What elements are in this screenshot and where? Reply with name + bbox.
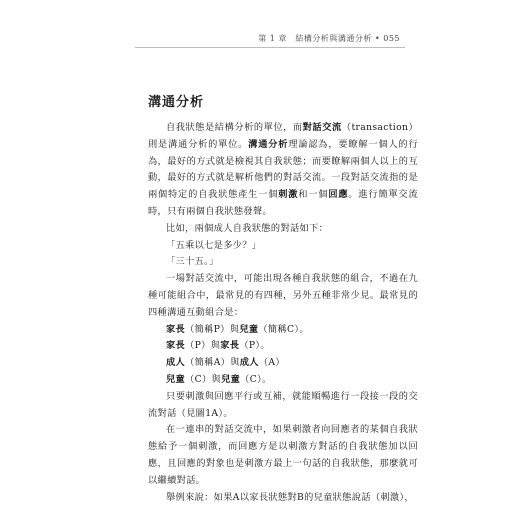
paragraph-example: 舉例來說：如果A以家長狀態對B的兒童狀態說話（刺激），: [166, 491, 414, 503]
paragraph-sequence: 在一連串的對話交流中，如果刺激者向回應者的某個自我狀態給予一個刺激，而回應方是以刺激方對話的自我狀態加以回應，且回應的對象也是刺激方最上一句話的自我狀態，那麼就可以繼續對話。: [148, 424, 418, 486]
paragraph-combinations: 一場對話交流中，可能出現各種自我狀態的組合，不過在九種可能組合中，最常見的有四種，另外五種非常少見。最常見的四種溝通互動組合是：: [148, 273, 418, 318]
text-run: 理論認為，要瞭解一個人的行為，最好的方式就是檢視其自我狀態；而要瞭解兩個人以上的互動，最好的方式就是解析他們的對話交流。一段對話交流指的是兩個特定的自我狀態產生一個: [148, 138, 418, 201]
term-stimulus: 刺激: [278, 189, 299, 201]
state-term: 兒童: [239, 323, 259, 335]
term-response: 回應: [328, 189, 349, 201]
state-term: 家長: [166, 340, 186, 352]
text-run: （簡稱P）與: [185, 323, 240, 335]
paragraph-example-intro: 比如，兩個成人自我狀態的對話如下：: [166, 222, 329, 234]
text-run: （C）與: [185, 373, 222, 385]
text-run: （簡稱C）。: [258, 323, 309, 335]
page-body: [148, 91, 418, 506]
text-run: 。進行簡單交流時，只有兩個自我狀態發聲。: [148, 189, 419, 217]
pair-adult-adult: [166, 355, 418, 372]
section-title: 溝通分析: [148, 95, 205, 110]
pair-parent-parent: [166, 338, 418, 355]
dialogue-line-answer: 「三十五。」: [166, 256, 219, 268]
header-divider: [135, 47, 405, 48]
text-run: （簡稱A）與: [185, 357, 240, 369]
text-run: 自我狀態是結構分析的單位，而: [166, 122, 303, 133]
term-transaction: 對話交流: [302, 122, 342, 133]
text-run: （C）。: [240, 373, 272, 385]
running-header: [0, 33, 520, 47]
state-term: 成人: [166, 357, 186, 369]
text-run: （P）。: [239, 340, 270, 352]
state-term: 兒童: [221, 373, 241, 385]
state-term: 家長: [220, 340, 240, 352]
state-term: 家長: [166, 323, 186, 335]
paragraph-intro: [148, 120, 418, 221]
text-run: （transaction）則是溝通分析的單位。: [148, 122, 418, 150]
text-run: （A）: [258, 357, 285, 369]
pair-parent-child: [166, 322, 418, 339]
text-run: 和一個: [298, 189, 329, 201]
state-term: 成人: [239, 357, 259, 369]
pair-child-child: [166, 372, 418, 389]
text-run: （P）與: [185, 340, 221, 352]
running-head-text: 第 1 章 結構分析與溝通分析 • 055: [258, 34, 400, 43]
paragraph-complementary: 只要刺激與回應平行或互補，就能順暢進行一段接一段的交流對話（見圖1A）。: [148, 390, 418, 419]
dialogue-line-question: 「五乘以七是多少？」: [166, 239, 262, 251]
term-ta: 溝通分析: [248, 138, 289, 150]
state-term: 兒童: [166, 373, 186, 385]
